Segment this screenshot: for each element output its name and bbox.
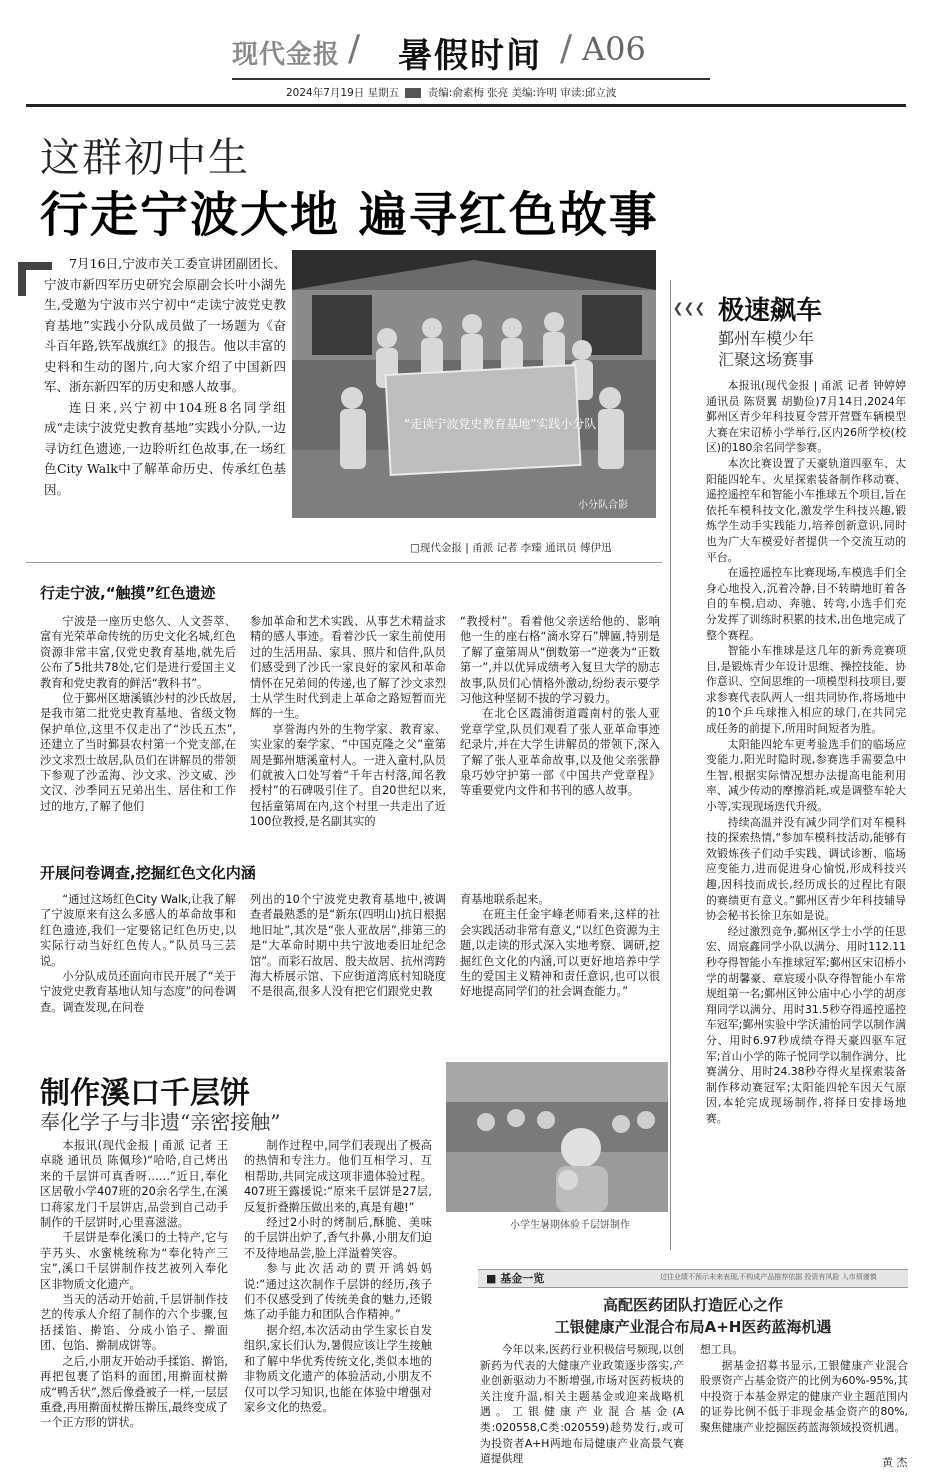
lead-paragraphs (44, 254, 286, 500)
paragraph: 经过2小时的烤制后,酥脆、美味的千层饼出炉了,香气扑鼻,小朋友们迫不及待地品尝,脸上洋溢着笑容。 (244, 1216, 432, 1260)
fund-text-column (480, 1342, 684, 1467)
article2-title: 制作溪口千层饼 (40, 1076, 250, 1111)
main-title: 行走宁波大地 遍寻红色故事 (40, 187, 659, 243)
section-heading: 行走宁波,“触摸”红色遗迹 (40, 584, 216, 602)
paragraph: 本报讯(现代金报 | 甬派 记者 王卓晓 通讯员 陈佩珍)“哈哈,自己烤出来的千层饼可真香呀……”近日,奉化区居敬小学407班的20余名学生,在溪口蒋家龙门千层饼店,品尝到自己动手制作的千层饼时,心里喜滋滋。 (40, 1139, 228, 1230)
page-number: A06 (582, 30, 646, 68)
edit-box-icon (405, 88, 421, 98)
sidebar-body (706, 378, 906, 1127)
paragraph: 之后,小朋友开始动手揉馅、擀馅,再把包裹了馅料的面团,用擀面杖擀成“鸭舌状”,然后像叠被子一样,一层层重叠,再用擀面杖擀压擀压,最终变成了一个正方形的饼状。 (40, 1354, 228, 1430)
paragraph: 位于鄞州区塘溪镇沙村的沙氏故居,是我市第二批党史教育基地、省级文物保护单位,这里不仅走出了“沙氏五杰”,还建立了当时鄞县农村第一个党支部,在沙文求烈士故居,队员们在讲解员的带领下参观了沙孟海、沙文求、沙文威、沙文汉、沙季同五兄弟出生、居住和工作过的地方,了解了他们 (40, 692, 236, 813)
pastry-photo-caption: 小学生暑期体验千层饼制作 (510, 1220, 630, 1231)
main-subtitle: 这群初中生 (40, 135, 250, 181)
text-column (250, 892, 446, 1000)
text-column (460, 892, 660, 1000)
article-byline: □现代金报 | 甬派 记者 李臻 通讯员 傅伊迅 (410, 542, 612, 554)
paragraph: 当天的活动开始前,千层饼制作技艺的传承人介绍了制作的六个步骤,包括揉馅、擀馅、分成小馅子、擀面团、包馅、擀制成饼等。 (40, 1293, 228, 1353)
text-column (40, 892, 236, 1015)
paragraph: 想工具。 (700, 1343, 744, 1356)
paragraph: 今年以来,医药行业积极信号频现,以创新药为代表的大健康产业政策逐步落实,产业创新驱动力不断增强,市场对医药板块的关注度升温,相关主题基金或迎来战略机遇。工银健康产业混合基金(A类:020558,C类:020559)趁势发行,或可为投资者A+H两地布局健康产业高景气赛道提供理 (480, 1343, 684, 1466)
paragraph: 持续高温并没有减少同学们对车模科技的探索热情,“参加车模科技活动,能够有效锻炼孩子们动手实践、调试诊断、临场应变能力,进而促进身心愉悦,形成科技兴趣,因科技而成长,经历成长的过程比有限的赛绩更有意义。”鄞州区青少年科技辅导协会秘书长徐卫东如是说。 (706, 815, 906, 923)
chevron-down-icon: ❯❯❯ (672, 301, 706, 317)
text-column (250, 614, 446, 830)
header-divider-2: / (560, 28, 573, 69)
header-meta (286, 85, 616, 100)
group-photo-illustration (292, 250, 656, 518)
paragraph: 本报讯(现代金报 | 甬派 记者 钟婷婷 通讯员 陈贤翼 胡勤俭)7月14日,2024年鄞州区青少年科技夏令营开营暨车辆模型大赛在宋诏桥小学举行,区内26所学校(校区)的180余名同学参赛。 (706, 379, 906, 455)
article2-subtitle: 奉化学子与非遗“亲密接触” (40, 1110, 281, 1134)
top-rule (26, 104, 906, 107)
paragraph: 据介绍,本次活动由学生家长自发组织,家长们认为,暑假应该让学生接触和了解中华优秀传统文化,类似本地的非物质文化遗产的体验活动,小朋友不仅可以学习知识,也能在体验中增强对家乡文化的热爱。 (244, 1323, 432, 1414)
fund-text-column (700, 1342, 908, 1436)
text-column (460, 614, 660, 799)
lead-paragraph: 连日来,兴宁初中104班8名同学组成“走读宁波党史教育基地”实践小分队,一边寻访红色遗迹,一边聆听红色故事,在一场红色City Walk中了解革命历史、传承红色基因。 (44, 399, 286, 497)
staff-credits: 责编:俞素梅 张亮 美编:许明 审读:邱立波 (427, 87, 617, 99)
paragraph: 参加革命和艺术实践、从事艺术精益求精的感人事迹。看着沙氏一家生前使用过的生活用品、家具、照片和信件,队员们感受到了沙氏一家良好的家风和革命情怀在兄弟间的传递,也了解了沙文求烈士从学生时代到走上革命之路短暂而光辉的一生。 (250, 615, 446, 721)
paragraph: 千层饼是奉化溪口的土特产,它与芋艿头、水蜜桃统称为“奉化特产三宝”,溪口千层饼制作技艺被列入奉化区非物质文化遗产。 (40, 1231, 228, 1291)
header-rule (232, 78, 710, 80)
paragraph: 智能小车推球是这几年的新秀竞赛项目,是锻炼青少年设计思维、操控技能、协作意识、空间思维的一项模型科技项目,要求参赛代表队两人一组共同协作,将场地中的10个乒乓球推入相应的球门,在共同完成任务的前提下,所用时间短者为胜。 (706, 644, 906, 736)
sidebar-subtitle (718, 328, 814, 370)
paragraph: 在北仑区霞浦街道霞南村的张人亚党章学堂,队员们观看了张人亚革命事迹纪录片,并在大学生讲解员的带领下,深入了解了张人亚革命故事,以及他父亲张静泉巧妙守护第一部《中国共产党章程》等重要党内文件和书刊的感人故事。 (460, 707, 660, 798)
pastry-photo-illustration (446, 1062, 668, 1212)
paragraph: 小分队成员还面向市民开展了“关于宁波党史教育基地认知与态度”的问卷调查。调查发现,在问卷 (40, 970, 236, 1014)
paragraph: 太阳能四轮车更考验选手们的临场应变能力,阳光时隐时现,参赛选手需要急中生智,根据实际情况想办法提高电能利用率、减少传动的摩擦消耗,或是调整车轮大小等,实现现场迭代升级。 (706, 737, 906, 814)
paragraph: “教授村”。看着他父亲送给他的、影响他一生的座右格“滴水穿石”牌匾,特别是了解了童第周从“倒数第一”逆袭为“正数第一”,并以优异成绩考入复旦大学的励志故事,队员们心情格外激动,纷纷表示要学习他这种坚韧不拔的学习毅力。 (460, 615, 660, 706)
paragraph: 享誉海内外的生物学家、教育家、实业家的秦学家、“中国克隆之父”童第周是鄞州塘溪童村人。一进入童村,队员们就被入口处写着“千年古村落,闻名教授村”的石碑吸引住了。自20世纪以来,包括童第周在内,这个村里一共走出了近100位教授,是名副其实的 (250, 722, 446, 829)
paragraph: “通过这场红色City Walk,让我了解了宁波原来有这么多感人的革命故事和红色遗迹,我们一定要铭记红色历史,以实际行动当好红色传人。”队员马三芸说。 (40, 893, 236, 968)
lead-paragraph: 7月16日,宁波市关工委宣讲团副团长、宁波市新四军历史研究会原副会长叶小湖先生,受邀为宁波市兴宁初中“走读宁波党史教育基地”实践小分队成员做了一场题为《奋斗百年路,铁军战旗红》的报告。他以丰富的史料和生动的图片,向大家介绍了中国新四军、浙东新四军的历史和感人故事。 (44, 256, 286, 394)
text-column (40, 1138, 228, 1431)
paragraph: 在班主任金宇峰老师看来,这样的社会实践活动非常有意义,“以红色资源为主题,以走读的形式深入实地考察、调研,挖掘红色文化的内涵,可以更好地培养中学生的爱国主义精神和责任意识,也可以很好地提高同学们的社会调查能力。” (460, 908, 660, 999)
sidebar-subtitle-line: 鄞州车模少年 (718, 329, 815, 348)
paragraph: 在遥控遥控车比赛现场,车模选手们全身心地投入,沉着冷静,目不转睛地盯着各自的车模,启动、奔驰、转弯,小选手们充分发挥了训练时积累的技术,出色地完成了整个赛程。 (706, 566, 906, 642)
pastry-photo (446, 1062, 668, 1212)
banner-text: “走读宁波党史教育基地”实践小分队 (404, 417, 597, 431)
photo-caption: 小分队合影 (578, 500, 628, 511)
group-photo (292, 250, 656, 518)
text-column (40, 614, 236, 814)
fund-author: 黄 杰 (882, 1456, 908, 1469)
paragraph: 育基地联系起来。 (460, 893, 550, 906)
paragraph: 参与此次活动的贾开鸿妈妈说:“通过这次制作千层饼的经历,孩子们不仅感受到了传统美食的魅力,还锻炼了动手能力和团队合作精神。” (244, 1262, 432, 1322)
fund-disclaimer: 过往业绩不预示未来表现,不构成产品推荐依据 投资有风险 入市须谨慎 (660, 1273, 877, 1281)
paragraph: 宁波是一座历史悠久、人文荟萃、富有光荣革命传统的历史文化名城,红色资源非常丰富,仅党史教育基地,就先后公布了5批共78处,它们是进行爱国主义教育和党史教育的鲜活“教科书”。 (40, 615, 236, 690)
sidebar-subtitle-line: 汇聚这场赛事 (718, 350, 815, 369)
section-rule (26, 562, 662, 563)
fund-label: ■ 基金一览 (486, 1272, 545, 1285)
newspaper-name: 现代金报 (232, 40, 341, 70)
text-column (244, 1138, 432, 1415)
column-divider (670, 280, 671, 1250)
section-name: 暑假时间 (398, 36, 542, 76)
fund-subtitle: 工银健康产业混合布局A+H医药蓝海机遇 (554, 1318, 832, 1336)
paragraph: 本次比赛设置了天豪轨道四驱车、太阳能四轮车、火星探索装备制作移动赛、遥控遥控车和智能小车推球五个项目,旨在依托车模科技文化,激发学生科技兴趣,锻炼学生动手实践能力,培养创新意识,同时也为广大车模爱好者提供一个交流互动的平台。 (706, 456, 906, 564)
paragraph: 列出的10个宁波党史教育基地中,被调查者最熟悉的是“新东(四明山)抗日根据地旧址”,其次是“张人亚故居”,排第三的是“大革命时期中共宁波地委旧址纪念馆”。而彩石故居、殷夫故居、抗州湾跨海大桥展示馆、下应街道湾底村知晓度不是很高,很多人没有把它们跟党史教 (250, 893, 446, 999)
sidebar-title: 极速飙车 (718, 296, 823, 326)
section-heading: 开展问卷调查,挖掘红色文化内涵 (40, 864, 256, 882)
header-divider: / (348, 28, 361, 69)
issue-date: 2024年7月19日 星期五 (286, 87, 400, 99)
fund-title: 高配医药团队打造匠心之作 (602, 1296, 783, 1314)
paragraph: 制作过程中,同学们表现出了极高的热情和专注力。他们互相学习、互相帮助,共同完成这项非遗体验过程。407班王露援说:“原来千层饼是27层,反复折叠擀压做出来的,真是有趣!” (244, 1139, 432, 1214)
paragraph: 据基金招募书显示,工银健康产业混合股票资产占基金资产的比例为60%-95%,其中投资于本基金界定的健康产业主题范围内的证券比例不低于非现金基金资产的80%,聚焦健康产业挖掘医药蓝海领域投资机遇。 (700, 1358, 908, 1434)
paragraph: 经过激烈竞争,鄞州区学士小学的任思宏、周宸鑫同学小队以满分、用时112.11秒夺得智能小车推球冠军;鄞州区宋诏桥小学的胡馨豪、章宸瑷小队夺得智能小车常规组第一名;鄞州区钟公庙中心小学的胡彦翔同学以满分、用时31.5秒夺得遥控遥控车冠军;鄞州实验中学沃浦怡同学以制作满分、用时6.97秒成绩夺得天豪四驱车冠军;首山小学的陈子悦同学以制作满分、比赛满分、用时24.38秒夺得火星探索装备制作移动赛冠军;太阳能四轮车因天气原因,本轮完成现场制作,将择日安排场地赛。 (706, 924, 906, 1125)
